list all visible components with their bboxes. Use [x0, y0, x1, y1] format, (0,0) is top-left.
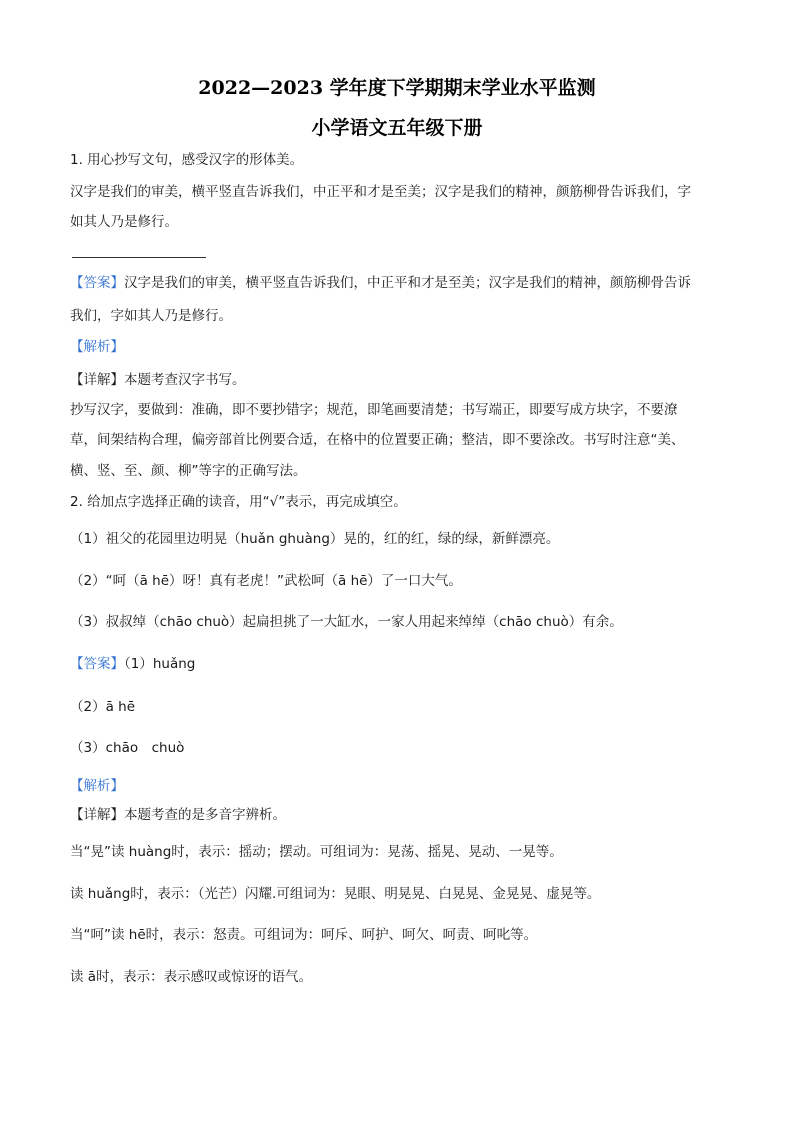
detail-text: 本题考查的是多音字辨析。 [124, 807, 286, 823]
q2-detail-line-4: 读 ā时，表示：表示感叹或惊讶的语气。 [70, 969, 313, 985]
q1-detail-line-1: 抄写汉字，要做到：准确，即不要抄错字；规范，即笔画要清楚；书写端正，即要写成方块字，不要潦 [70, 402, 678, 418]
page-title: 2022—2023 学年度下学期期末学业水平监测 [198, 77, 596, 99]
answer-tag: 【答案】 [70, 656, 124, 672]
q2-item-2: （2）“呵（ā hē）呀！真有老虎！”武松呵（ā hē）了一口大气。 [70, 573, 462, 589]
q1-detail-line-2: 草，间架结构合理，偏旁部首比例要合适，在格中的位置要正确；整洁，即不要涂改。书写时注意“美、 [70, 432, 685, 448]
q1-text-line-1: 汉字是我们的审美，横平竖直告诉我们，中正平和才是至美；汉字是我们的精神，颜筋柳骨告诉我们，字 [70, 184, 691, 200]
detail-text: 本题考查汉字书写。 [124, 372, 246, 388]
q2-detail-line-2: 读 huǎng时，表示：（光芒）闪耀.可组词为：晃眼、明晃晃、白晃晃、金晃晃、虚晃等。 [70, 886, 601, 902]
answer-tag: 【答案】 [70, 275, 124, 291]
q1-detail-line-3: 横、竖、至、颜、柳”等字的正确写法。 [70, 463, 307, 479]
q2-detail-line-3: 当“呵”读 hē时，表示：怒责。可组词为：呵斥、呵护、呵欠、呵责、呵叱等。 [70, 927, 538, 943]
q2-item-3: （3）叔叔绰（chāo chuò）起扁担挑了一大缸水，一家人用起来绰绰（chāo chuò）有余。 [70, 614, 623, 630]
q2-detail-line-1: 当“晃”读 huàng时，表示：摇动；摆动。可组词为：晃荡、摇晃、晃动、一晃等。 [70, 844, 563, 860]
q2-detail-intro [70, 805, 286, 825]
q2-prompt: 2. 给加点字选择正确的读音，用“√”表示，再完成填空。 [70, 494, 407, 510]
q2-item-1: （1）祖父的花园里边明晃（huǎn ghuàng）晃的，红的红，绿的绿，新鲜漂亮。 [70, 531, 560, 547]
answer-blank-line [72, 257, 206, 258]
q1-answer-line-1 [70, 273, 691, 293]
q1-detail-intro [70, 370, 246, 390]
q2-answer-line-3: （3）chāo chuò [70, 740, 185, 756]
answer-text: （1）huǎng [124, 656, 196, 672]
analysis-tag: 【解析】 [70, 778, 124, 794]
detail-tag: 【详解】 [70, 807, 124, 823]
page-subtitle: 小学语文五年级下册 [311, 117, 483, 139]
analysis-tag: 【解析】 [70, 339, 124, 355]
q2-answer-line-2: （2）ā hē [70, 699, 136, 715]
q1-prompt: 1. 用心抄写文句，感受汉字的形体美。 [70, 152, 304, 168]
answer-text: 汉字是我们的审美，横平竖直告诉我们，中正平和才是至美；汉字是我们的精神，颜筋柳骨告诉 [124, 275, 691, 291]
q1-text-line-2: 如其人乃是修行。 [70, 214, 178, 230]
q1-answer-line-2: 我们，字如其人乃是修行。 [70, 308, 232, 324]
detail-tag: 【详解】 [70, 372, 124, 388]
q2-answer-line-1 [70, 654, 195, 674]
